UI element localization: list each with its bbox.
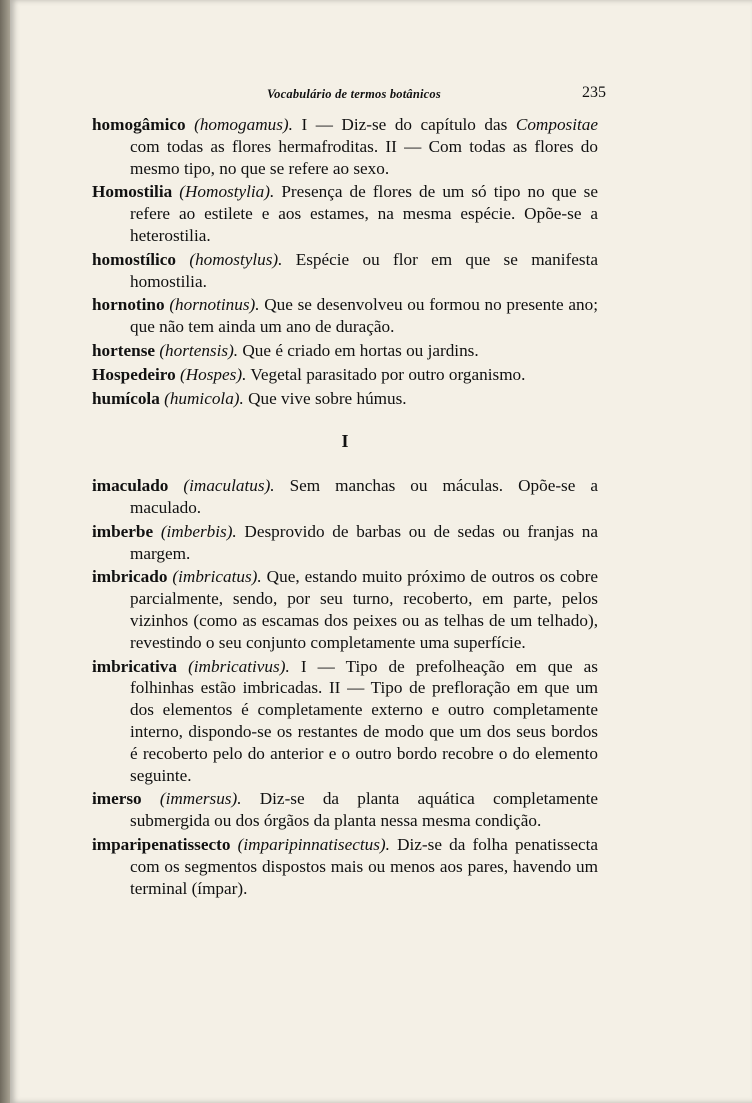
- entry-latin-inline: Compositae: [515, 115, 598, 134]
- glossary-entry: [92, 566, 598, 653]
- glossary-entry: [92, 364, 598, 386]
- entry-latin-name: (humicola).: [164, 388, 244, 408]
- glossary-entry: [92, 249, 598, 293]
- entry-definition: Que é criado em hortas ou jardins.: [238, 340, 479, 360]
- entry-term: imbricativa: [92, 656, 177, 676]
- entry-term: imparipenatissecto: [92, 834, 231, 854]
- glossary-entry: [92, 475, 598, 519]
- running-head: [100, 84, 608, 108]
- entry-latin-name: (homogamus).: [194, 115, 293, 134]
- entry-term: hortense: [92, 340, 156, 360]
- entry-definition-cont: com todas as flores hermafroditas. II — Com todas as flores do mesmo tipo, no que se refere ao sexo.: [130, 136, 598, 178]
- glossary-entry: [92, 114, 598, 179]
- book-spine-shadow: [0, 0, 10, 1103]
- entry-definition: Vegetal parasitado por outro organismo.: [246, 364, 526, 384]
- entry-latin-name: (hortensis).: [159, 340, 239, 360]
- glossary-entry: [92, 340, 598, 362]
- glossary-entry: [92, 181, 598, 246]
- entry-definition: I — Diz-se do capítulo das: [292, 115, 516, 134]
- entry-term: Hospedeiro: [92, 364, 176, 384]
- entry-definition: Que se desenvolveu ou formou no presente ano; que não tem ainda um ano de duração.: [130, 295, 598, 337]
- entry-definition: Diz-se da folha penatissecta com os segmentos dispostos mais ou menos aos pares, havendo um terminal (ímpar).: [130, 834, 598, 898]
- entry-latin-name: (Hospes).: [180, 364, 247, 384]
- entry-latin-name: (hornotinus).: [169, 295, 260, 315]
- entry-definition: Presença de flores de um só tipo no que se refere ao estilete e aos estames, na mesma espécie. Opõe-se a heterostilia.: [130, 182, 598, 245]
- entry-definition: Diz-se da planta aquática completamente submergida ou dos órgãos da planta nessa mesma condição.: [130, 789, 598, 831]
- section-letter: I: [341, 431, 349, 452]
- glossary-entry: [92, 656, 598, 787]
- page-number: 235: [582, 84, 606, 101]
- glossary-entry: [92, 834, 598, 899]
- entry-latin-name: (immersus).: [159, 789, 242, 809]
- entry-latin-name: (imbricativus).: [188, 656, 290, 676]
- entry-definition: Que vive sobre húmus.: [243, 388, 407, 408]
- entry-term: imerso: [92, 789, 142, 809]
- glossary-entry: [92, 388, 598, 410]
- entry-term: imaculado: [92, 476, 169, 496]
- entries-h-list: [92, 114, 598, 409]
- entry-definition: I — Tipo de prefolheação em que as folhinhas estão imbricadas. II — Tipo de prefloração em que um dos elementos é completamente externo e outro completamente interno, dispondo-se os restantes de modo que um dos seus bordos é recoberto pelo do anterior e o outro bordo recobre o do elemento seguinte.: [130, 656, 598, 785]
- glossary-entry: [92, 294, 598, 338]
- entry-term: Homostilia: [92, 182, 173, 202]
- entry-term: homostílico: [92, 249, 177, 269]
- entry-term: imberbe: [92, 521, 154, 541]
- entry-latin-name: (imbricatus).: [172, 567, 262, 587]
- entry-latin-name: (Homostylia).: [179, 182, 275, 202]
- glossary-content: [92, 114, 598, 901]
- entry-latin-name: (homostylus).: [189, 249, 283, 269]
- entry-definition: Desprovido de barbas ou de sedas ou franjas na margem.: [130, 521, 599, 563]
- entries-i-list: [92, 475, 598, 899]
- glossary-entry: [92, 788, 598, 832]
- entry-term: hornotino: [92, 295, 165, 315]
- running-head-title: Vocabulário de termos botânicos: [267, 87, 441, 101]
- entry-latin-name: (imberbis).: [160, 521, 237, 541]
- entry-term: humícola: [92, 388, 160, 408]
- entry-term: imbricado: [92, 567, 168, 587]
- entry-definition: Sem manchas ou máculas. Opõe-se a maculado.: [130, 476, 599, 517]
- entry-latin-name: (imaculatus).: [183, 476, 275, 496]
- glossary-entry: [92, 521, 598, 565]
- entry-term: homogâmico: [92, 115, 186, 134]
- entry-latin-name: (imparipinnatisectus).: [237, 834, 390, 854]
- entry-definition: Espécie ou flor em que se manifesta homostilia.: [130, 249, 598, 291]
- entry-definition: Que, estando muito próximo de outros os cobre parcialmente, sendo, por seu turno, recoberto, em parte, pelos vizinhos (como as escamas dos peixes ou as telhas de um telhado), revestindo o seu conjunto completamente uma superfície.: [130, 567, 598, 652]
